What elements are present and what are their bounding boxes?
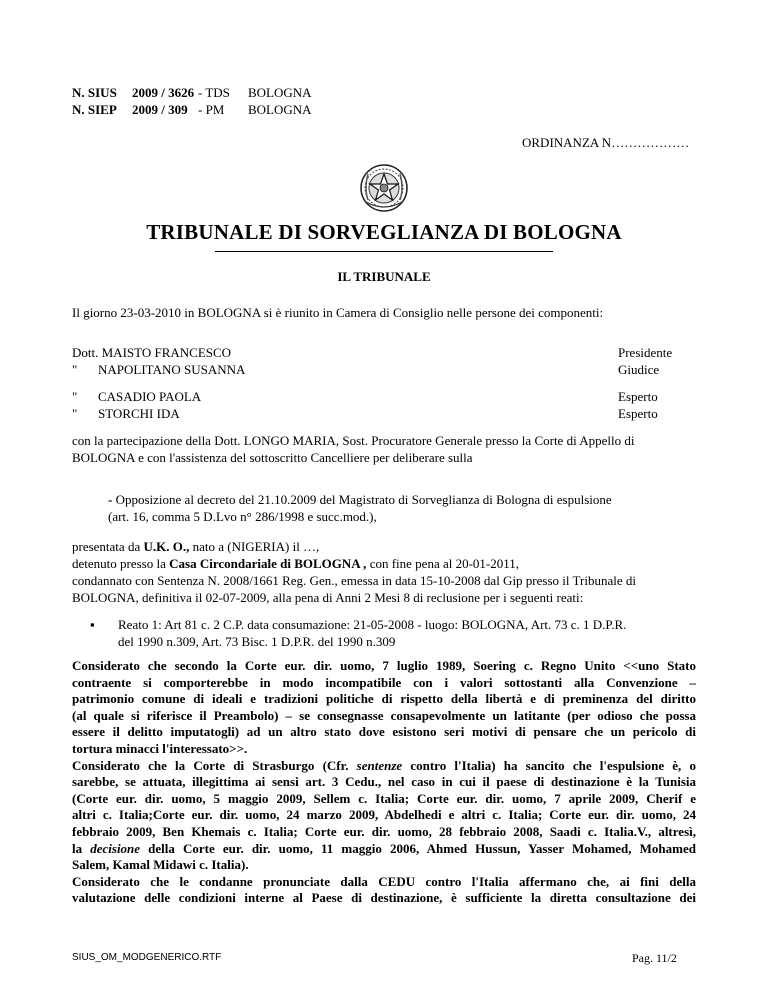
- sius-type: - TDS: [198, 85, 230, 100]
- member-name: NAPOLITANO SUSANNA: [98, 362, 246, 377]
- sentence-final-line: BOLOGNA, definitiva il 02-07-2009, alla pena di Anni 2 Mesi 8 di reclusione per i seguenti reati:: [72, 590, 584, 605]
- footer-filename: SIUS_OM_MODGENERICO.RTF: [72, 952, 222, 963]
- sius-city: BOLOGNA: [248, 85, 312, 100]
- opposition-line-2: (art. 16, comma 5 D.Lvo n° 286/1998 e succ.mod.),: [108, 509, 377, 524]
- opposition-line-1: Opposizione al decreto del 21.10.2009 del Magistrato di Sorveglianza di Bologna di espulsione: [112, 492, 612, 507]
- member-row: [72, 388, 696, 405]
- considerato-2-text: la: [72, 840, 91, 856]
- court-title: TRIBUNALE DI SORVEGLIANZA DI BOLOGNA: [146, 220, 622, 244]
- birthplace: nato a (NIGERIA) il …,: [189, 539, 320, 554]
- considerato-1-line: tortura minacci l'interessato>>.: [72, 740, 248, 756]
- participation-line-2: BOLOGNA e con l'assistenza del sottoscritto Cancelliere per deliberare sulla: [72, 450, 473, 465]
- applicant-name: U.K. O.,: [143, 539, 190, 554]
- member-role: Presidente: [618, 345, 673, 360]
- considerato-3-line: valutazione delle condizioni interne al Paese di destinazione, è sufficiente la diretta consultazione dei: [72, 890, 696, 906]
- presentata-label: presentata da: [72, 539, 144, 554]
- opposition-block: [108, 491, 708, 525]
- siep-type: - PM: [198, 102, 225, 117]
- page-number: Pag. 11/2: [632, 951, 677, 965]
- member-role: Esperto: [618, 389, 658, 404]
- opposition-dash: -: [108, 492, 113, 507]
- member-role: Esperto: [618, 406, 658, 421]
- considerato-2-line: febbraio 2009, Ben Khemais c. Italia; Corte eur. dir. uomo, 28 febbraio 2008, Saadi c. Italia.V., altresì,: [72, 823, 696, 839]
- member-name: MAISTO FRANCESCO: [101, 345, 232, 360]
- considerato-2-line: sarebbe, se attuata, illegittima ai sensi art. 3 Cedu., nel caso in cui il paese di destinazione è la Tunisia: [72, 774, 696, 790]
- sius-row: [72, 84, 328, 101]
- panel-members: [72, 344, 696, 422]
- tribunale-heading: IL TRIBUNALE: [337, 269, 431, 284]
- siep-label: N. SIEP: [72, 102, 117, 117]
- member-role: Giudice: [618, 362, 660, 377]
- participation-paragraph: [72, 432, 712, 466]
- session-intro: Il giorno 23-03-2010 in BOLOGNA si è riunito in Camera di Consiglio nelle persone dei componenti:: [72, 305, 604, 320]
- considerato-1-line: Considerato che secondo la Corte eur. dir. uomo, 7 luglio 1989, Soering c. Regno Unito <<uno Stato: [72, 658, 696, 673]
- considerato-block: [72, 658, 696, 907]
- member-prefix: ": [72, 389, 78, 404]
- member-name: STORCHI IDA: [98, 406, 180, 421]
- reato-bullet: ▪: [90, 617, 95, 632]
- member-prefix: ": [72, 406, 78, 421]
- considerato-2-italic: sentenze: [356, 757, 403, 773]
- subject-block: [72, 538, 712, 606]
- sius-label: N. SIUS: [72, 85, 117, 100]
- italian-republic-emblem-icon: [358, 162, 410, 214]
- participation-line-1: con la partecipazione della Dott. LONGO MARIA, Sost. Procuratore Generale presso la Corte di Appello di: [72, 433, 635, 448]
- reato-line-2: del 1990 n.309, Art. 73 Bisc. 1 D.P.R. del 1990 n.309: [118, 634, 396, 649]
- siep-row: [72, 101, 328, 118]
- considerato-2-text: contro l'Italia) ha sancito che l'espulsione è, o: [402, 757, 696, 773]
- considerato-2-italic: decisione: [90, 840, 141, 856]
- considerato-1-line: essere il delitto imputatogli) ad un altro stato dove esistono seri motivi di pensare che un pericolo di: [72, 724, 696, 740]
- considerato-2-line: (Corte eur. dir. uomo, 5 maggio 2009, Sellem c. Italia; Corte eur. dir. uomo, 7 aprile 2009, Cherif e: [72, 790, 696, 806]
- detenuto-label: detenuto presso la: [72, 556, 170, 571]
- reato-line-1: Reato 1: Art 81 c. 2 C.P. data consumazione: 21-05-2008 - luogo: BOLOGNA, Art. 73 c. 1 D.P.R.: [118, 617, 627, 632]
- sentence-line: condannato con Sentenza N. 2008/1661 Reg. Gen., emessa in data 15-10-2008 dal Gip presso il Tribunale di: [72, 573, 636, 588]
- considerato-2-text: Considerato che la Corte di Strasburgo (Cfr.: [72, 757, 357, 773]
- case-numbers: [72, 84, 328, 118]
- considerato-1-line: patrimonio comune di ideali e tradizioni politiche di rispetto della libertà e di preminenza del diritto: [72, 691, 696, 707]
- siep-number: 2009 / 309: [132, 102, 188, 117]
- considerato-2-line: Salem, Kamal Midawi c. Italia).: [72, 857, 249, 873]
- title-underline: [215, 251, 553, 252]
- member-prefix: Dott.: [72, 345, 99, 360]
- considerato-1-line: contraente si comporterebbe in modo incompatibile con i valori sottostanti alla Convenzione –: [72, 674, 696, 690]
- member-row: [72, 361, 696, 378]
- member-row: [72, 405, 696, 422]
- considerato-2-line: [72, 841, 696, 858]
- member-prefix: ": [72, 362, 78, 377]
- considerato-3-line: Considerato che le condanne pronunciate dalla CEDU contro l'Italia affermano che, ai fini della: [72, 873, 696, 889]
- siep-city: BOLOGNA: [248, 102, 312, 117]
- considerato-1-line: (al quale si riferisce il Preambolo) – se consegnasse consapevolmente un latitante (per odioso che possa: [72, 707, 696, 723]
- member-name: CASADIO PAOLA: [98, 389, 202, 404]
- ordinanza-number: ORDINANZA N………………: [522, 135, 690, 150]
- prison-name: Casa Circondariale di BOLOGNA ,: [169, 556, 367, 571]
- considerato-2-text: della Corte eur. dir. uomo, 11 maggio 2006, Ahmed Hussun, Yasser Mohamed, Mohamed: [140, 840, 696, 856]
- considerato-2-line: [72, 758, 696, 775]
- considerato-2-line: altri c. Italia;Corte eur. dir. uomo, 24 marzo 2009, Abdelhedi e altri c. Italia; Corte eur. dir. uomo, 24: [72, 807, 696, 823]
- end-of-sentence: con fine pena al 20-01-2011,: [366, 556, 520, 571]
- sius-number: 2009 / 3626: [132, 85, 195, 100]
- reato-item: [118, 616, 698, 650]
- member-row: [72, 344, 696, 361]
